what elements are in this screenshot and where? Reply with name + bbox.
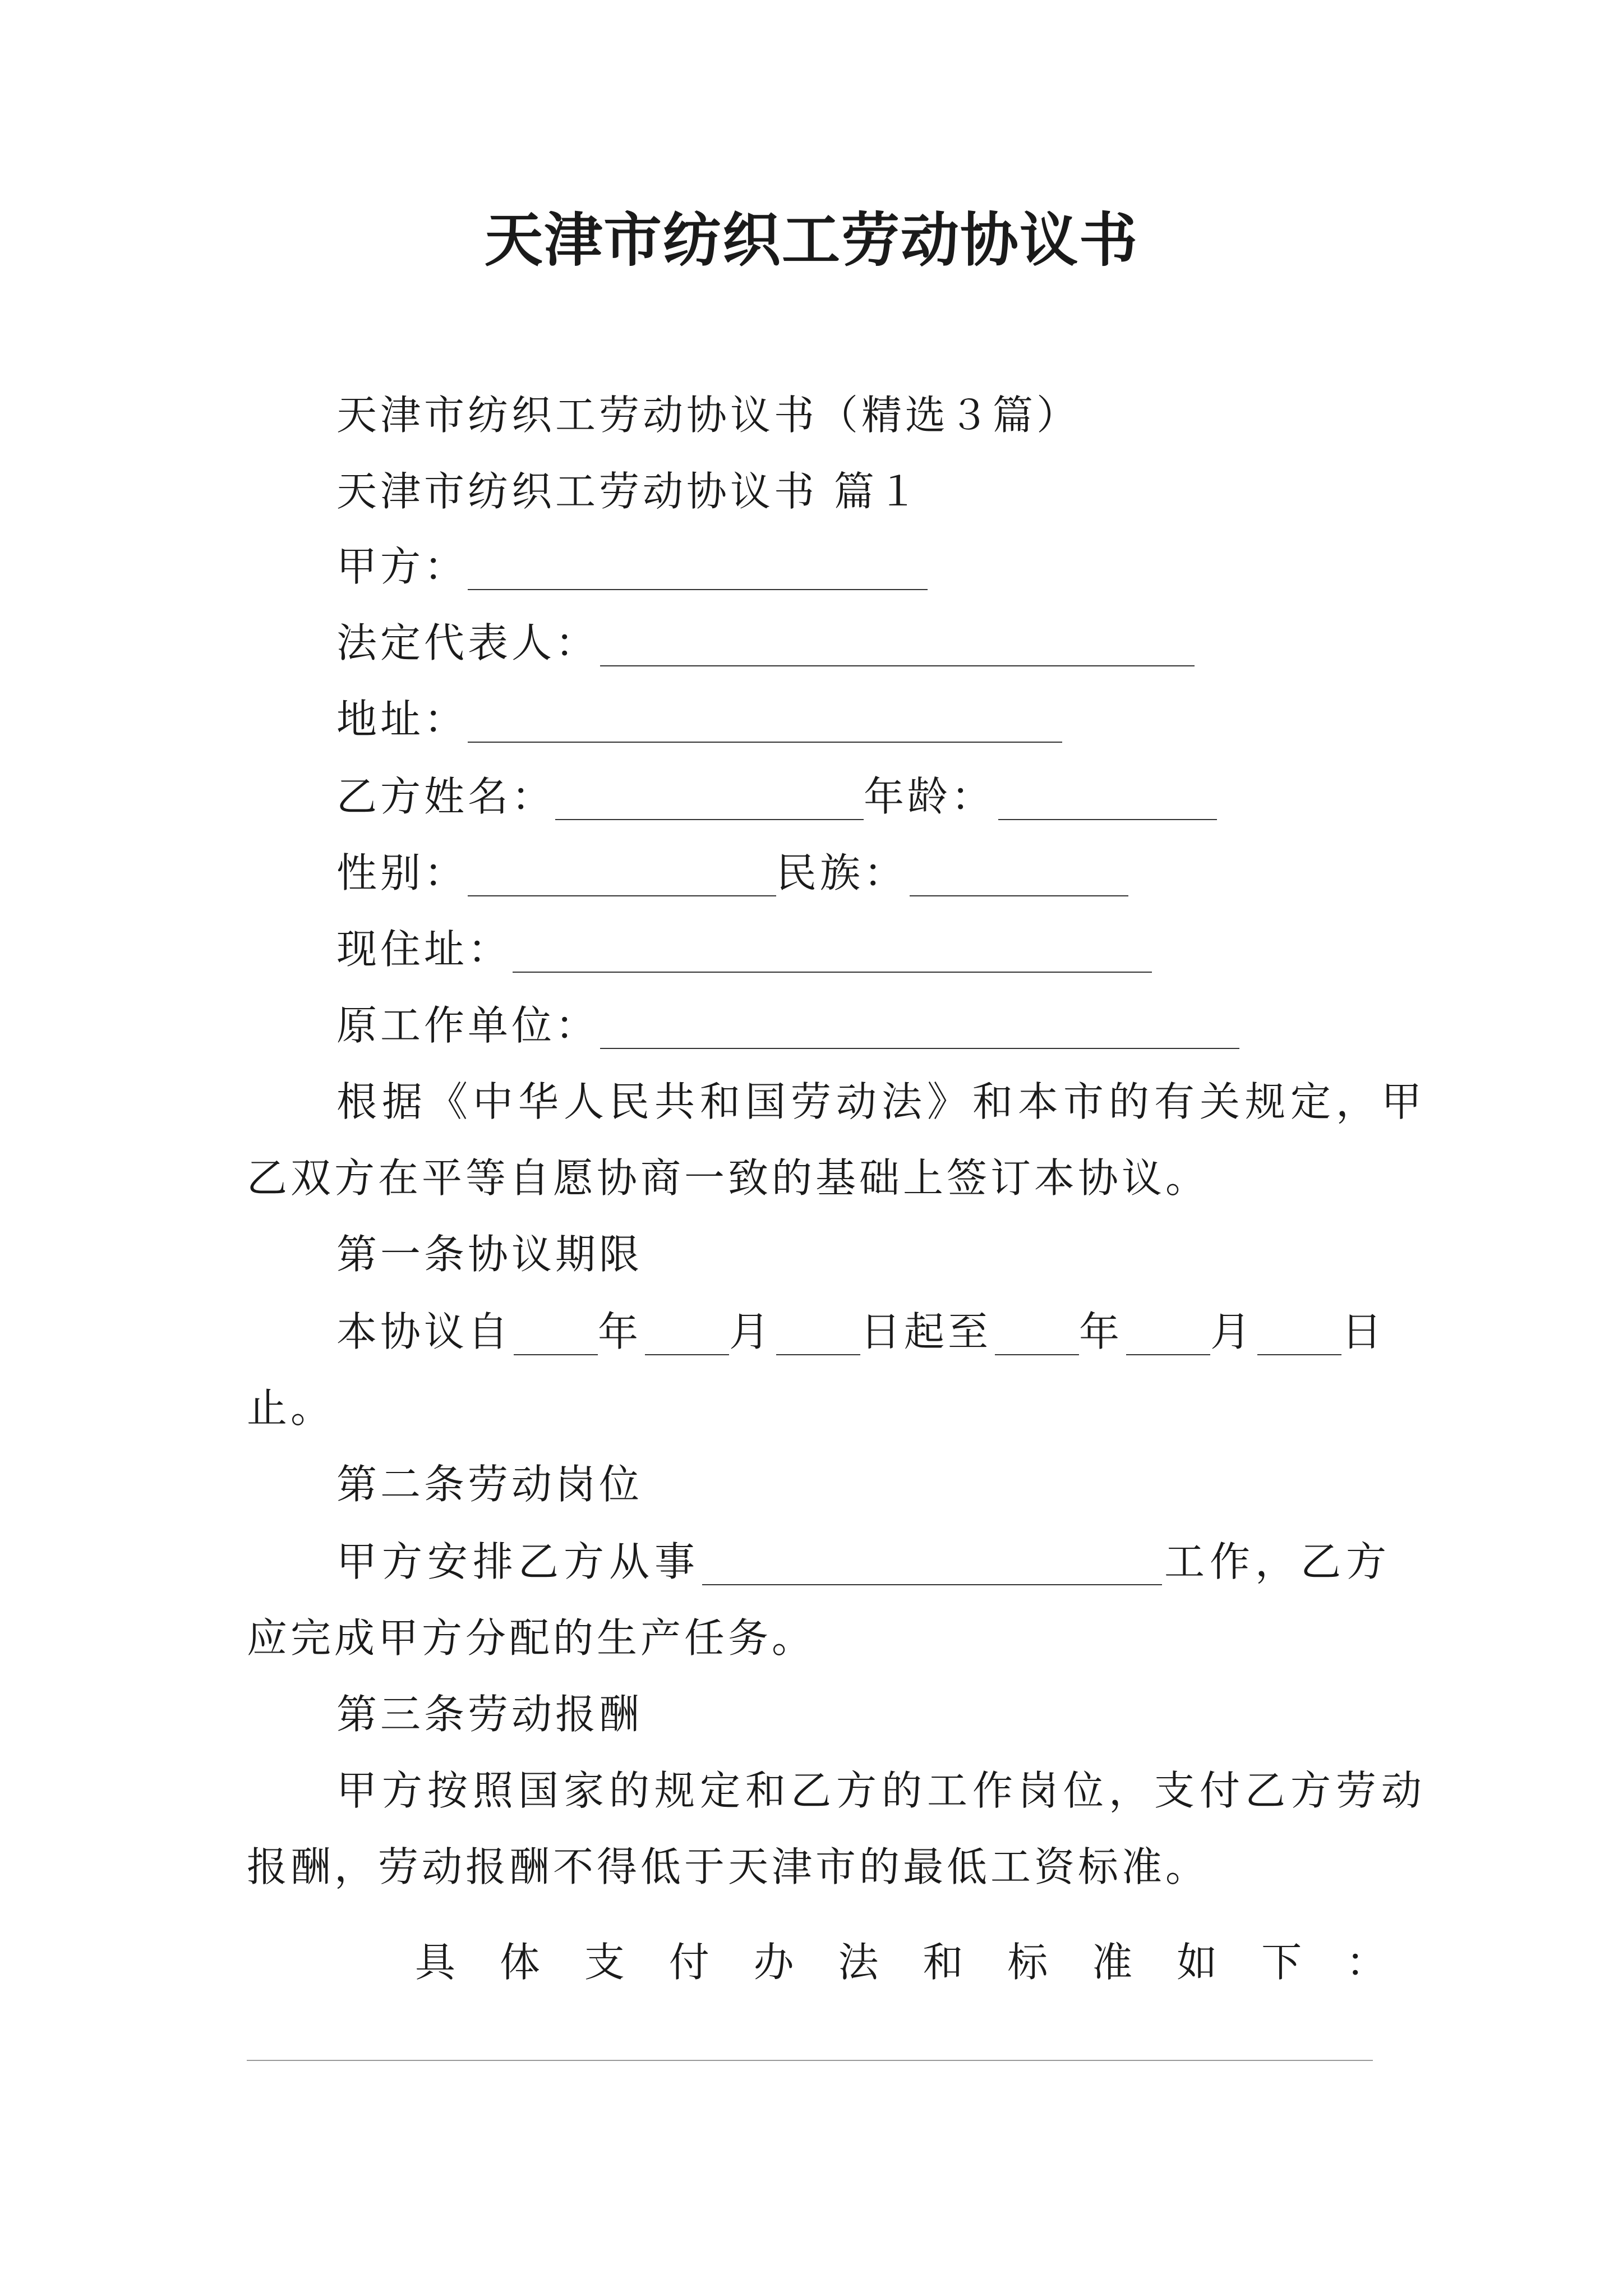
address-blank[interactable] [468,702,1062,743]
start-month-blank[interactable] [645,1315,729,1355]
current-address-blank[interactable] [513,932,1152,973]
end-day-blank[interactable] [1257,1315,1341,1355]
former-employer-label: 原工作单位： [336,1002,600,1049]
end-month-blank[interactable] [1126,1315,1210,1355]
end-year-blank[interactable] [995,1315,1079,1355]
gender-label: 性别： [336,849,468,896]
legal-rep-label: 法定代表人： [336,619,600,666]
payment-method-line: 具 体 支 付 办 法 和 标 准 如 下 ： [415,1939,1386,1986]
party-a-blank[interactable] [468,550,928,590]
ethnicity-blank[interactable] [910,856,1128,896]
party-b-name-blank[interactable] [555,780,864,820]
payment-method-blank[interactable] [247,2060,1373,2061]
party-b-name-label: 乙方姓名： [336,773,556,820]
age-blank[interactable] [998,780,1217,820]
start-year-blank[interactable] [514,1315,598,1355]
job-position-blank[interactable] [702,1545,1162,1585]
address-label: 地址： [336,696,468,743]
gender-blank[interactable] [468,856,776,896]
start-day-blank[interactable] [776,1315,860,1355]
legal-rep-blank[interactable] [600,626,1195,666]
age-label: 年龄： [864,773,995,820]
ethnicity-label: 民族： [776,849,908,896]
current-address-label: 现住址： [336,926,512,973]
document-title: 天津市纺织工劳动协议书 [484,205,1138,274]
party-a-label: 甲方： [336,543,468,590]
former-employer-blank[interactable] [600,1009,1239,1049]
